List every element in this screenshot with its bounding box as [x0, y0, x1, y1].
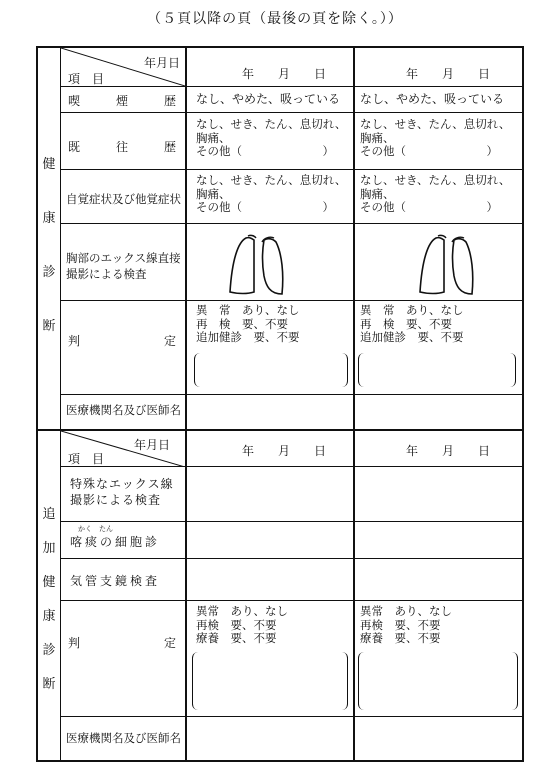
lung-diagram-icon: [224, 232, 288, 298]
smoking-label: 喫 煙 歴: [68, 94, 177, 108]
smoking-value-1: なし、やめた、吸っている: [196, 92, 341, 106]
judgment-remarks-box[interactable]: [194, 353, 348, 387]
lung-diagram-icon: [414, 232, 478, 298]
label-column-divider: [185, 48, 187, 760]
judgment-remarks-box[interactable]: [358, 353, 516, 387]
bronchoscopy-label: 気管支鏡検査: [70, 574, 161, 588]
date-header-label: 年月日: [144, 56, 181, 70]
additional-section-label: 追 加 健 康 診 断: [42, 507, 56, 692]
date-column-1: 年 月 日: [242, 444, 327, 458]
chest-xray-label: 胸部のエックス線直接 撮影による検査: [66, 251, 181, 281]
special-xray-label: 特殊なエックス線 撮影による検査: [70, 477, 174, 507]
history-options-1: なし、せき、たん、息切れ、 胸痛、 その他（ ）: [196, 117, 347, 158]
date-column-1: 年 月 日: [242, 67, 327, 81]
history-options-2: なし、せき、たん、息切れ、 胸痛、 その他（ ）: [360, 117, 511, 158]
institution-label: 医療機関名及び医師名: [66, 731, 181, 745]
page-title: （５頁以降の頁（最後の頁を除く。））: [147, 11, 403, 27]
form-frame: [36, 46, 524, 762]
judgment-label: 判 定: [68, 334, 177, 348]
symptoms-label: 自覚症状及び他覚症状: [66, 192, 181, 206]
judgment-options-1: 異常 あり、なし 再検 要、不要 療養 要、不要: [196, 604, 288, 645]
symptoms-options-2: なし、せき、たん、息切れ、 胸痛、 その他（ ）: [360, 173, 511, 214]
judgment-remarks-box[interactable]: [192, 652, 348, 710]
symptoms-options-1: なし、せき、たん、息切れ、 胸痛、 その他（ ）: [196, 173, 347, 214]
judgment-label: 判 定: [68, 636, 177, 650]
judgment-options-1: 異 常 あり、なし 再 検 要、不要 追加健診 要、不要: [196, 303, 300, 344]
item-header-label: 項 目: [68, 72, 105, 86]
item-header-label: 項 目: [68, 452, 105, 466]
judgment-remarks-box[interactable]: [358, 652, 518, 710]
date-header-label: 年月日: [134, 438, 171, 452]
judgment-options-2: 異 常 あり、なし 再 検 要、不要 追加健診 要、不要: [360, 303, 464, 344]
sputum-label: 喀痰の細胞診: [70, 535, 161, 549]
date-column-divider: [353, 48, 355, 760]
date-column-2: 年 月 日: [406, 67, 491, 81]
health-section-label: 健 康 診 断: [42, 157, 56, 334]
sputum-ruby: かく たん: [78, 525, 113, 533]
smoking-value-2: なし、やめた、吸っている: [360, 92, 505, 106]
judgment-options-2: 異常 あり、なし 再検 要、不要 療養 要、不要: [360, 604, 452, 645]
date-column-2: 年 月 日: [406, 444, 491, 458]
history-label: 既 往 歴: [68, 140, 177, 154]
institution-label: 医療機関名及び医師名: [66, 403, 181, 417]
